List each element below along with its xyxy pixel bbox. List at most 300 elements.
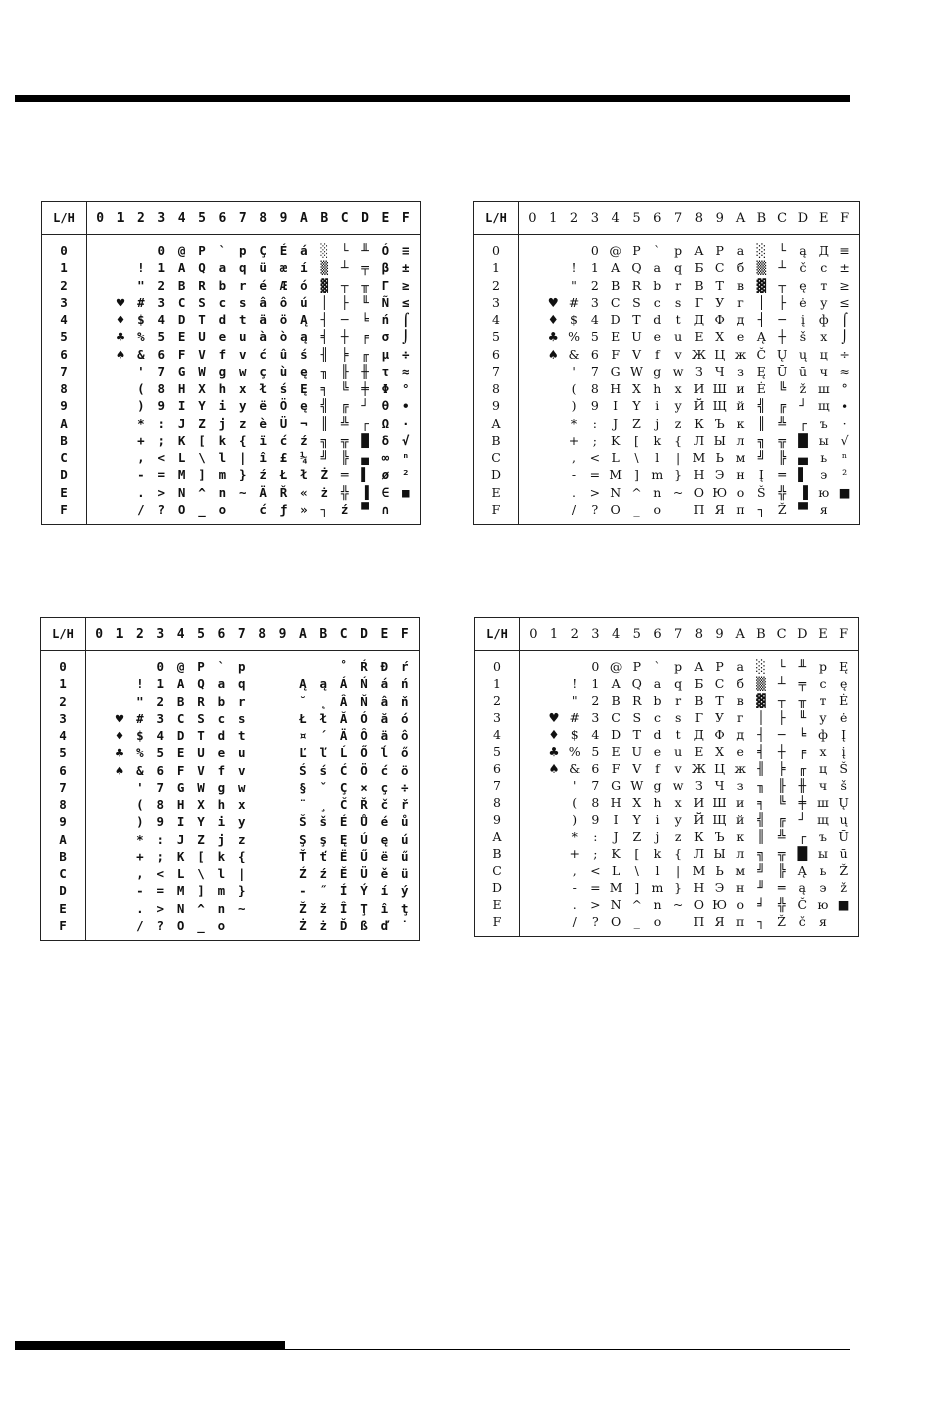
glyph-cell: ╒ xyxy=(798,744,807,759)
glyph-cell: у xyxy=(820,294,828,310)
glyph-cell: Î xyxy=(339,900,348,916)
glyph-cell: ę xyxy=(799,277,807,293)
glyph-cell: У xyxy=(715,710,725,725)
glyph-cell: ├ xyxy=(340,294,349,310)
glyph-cell: ж xyxy=(734,346,747,362)
glyph-cell xyxy=(252,744,272,761)
glyph-cell: D xyxy=(177,312,186,328)
glyph-cell: ╞ xyxy=(777,761,786,776)
glyph-cell: Ć xyxy=(339,762,348,778)
glyph-cell: ˝ xyxy=(319,883,328,899)
glyph-cell: ∈ xyxy=(381,484,390,500)
row-header: 8 xyxy=(492,381,500,397)
glyph-cell: Į xyxy=(841,727,847,742)
row-header: E xyxy=(492,897,502,912)
row-header: C xyxy=(492,863,502,878)
glyph-cell: Ų xyxy=(776,346,788,362)
column-header: A xyxy=(300,210,308,226)
glyph-cell: ú xyxy=(401,831,409,847)
glyph-cell: < xyxy=(590,863,601,878)
glyph-cell xyxy=(523,675,544,692)
glyph-cell xyxy=(110,432,130,449)
glyph-cell: ╚ xyxy=(777,795,786,810)
glyph-cell: i xyxy=(655,812,660,827)
glyph-cell: c xyxy=(653,294,661,310)
column-header: 8 xyxy=(694,626,703,642)
glyph-cell: @ xyxy=(609,659,623,674)
glyph-cell: ╡ xyxy=(757,744,765,759)
column-header: 6 xyxy=(218,210,227,226)
glyph-cell: â xyxy=(380,693,389,709)
glyph-cell: ˇ xyxy=(319,779,328,795)
glyph-cell: ╬ xyxy=(778,484,786,500)
glyph-cell: Ą xyxy=(300,312,308,328)
glyph-cell: ÷ xyxy=(401,779,409,795)
column-header: 7 xyxy=(237,626,246,642)
glyph-cell: Â xyxy=(339,693,348,709)
glyph-cell: o xyxy=(218,501,227,517)
glyph-cell: ╜ xyxy=(757,880,765,895)
glyph-cell: ╤ xyxy=(798,676,807,691)
glyph-cell: ♠ xyxy=(115,762,124,778)
glyph-cell: █ xyxy=(361,432,369,448)
glyph-cell: ╚ xyxy=(778,381,786,397)
glyph-cell: Ě xyxy=(339,866,348,882)
glyph-cell: ╣ xyxy=(757,398,766,414)
row-header: F xyxy=(491,501,501,517)
glyph-cell: Ü xyxy=(360,866,368,882)
glyph-cell: á xyxy=(300,243,308,259)
glyph-cell: в xyxy=(736,693,744,708)
glyph-cell: ; xyxy=(156,848,165,864)
glyph-cell: D xyxy=(611,727,622,742)
glyph-cell: ─ xyxy=(778,312,786,328)
glyph-cell: ) xyxy=(136,814,144,830)
glyph-cell: W xyxy=(630,363,643,379)
glyph-cell: Ů xyxy=(360,814,368,830)
glyph-cell: ~ xyxy=(672,897,684,912)
glyph-cell: ы xyxy=(817,846,828,861)
row-header: D xyxy=(59,883,67,899)
glyph-cell xyxy=(89,917,109,934)
glyph-cell: j xyxy=(655,415,660,431)
column-header: 5 xyxy=(198,210,206,226)
glyph-cell: С xyxy=(714,260,725,276)
glyph-cell: ~ xyxy=(239,484,247,500)
glyph-cell: Ū xyxy=(838,829,849,844)
glyph-cell: J xyxy=(613,829,619,844)
glyph-cell: # xyxy=(136,710,144,726)
glyph-cell: Q xyxy=(631,676,642,691)
glyph-cell: u xyxy=(238,745,246,761)
row-header: 2 xyxy=(492,277,500,293)
glyph-cell: Ь xyxy=(715,450,724,466)
column-header: 7 xyxy=(674,626,683,642)
glyph-cell xyxy=(523,794,544,811)
column-header: 8 xyxy=(259,210,268,226)
column-header: A xyxy=(735,210,746,226)
glyph-cell: │ xyxy=(757,294,766,310)
glyph-cell: s xyxy=(239,294,247,310)
glyph-cell: И xyxy=(693,795,705,810)
glyph-cell: ń xyxy=(381,312,390,328)
glyph-cell: и xyxy=(736,795,745,810)
glyph-cell: d xyxy=(217,728,226,744)
glyph-cell: ó xyxy=(401,710,409,726)
glyph-cell xyxy=(109,658,129,675)
glyph-cell: Д xyxy=(818,243,829,259)
glyph-cell: √ xyxy=(402,432,410,448)
glyph-cell xyxy=(90,328,110,345)
glyph-cell: ░ xyxy=(320,243,329,259)
glyph-cell: ♦ xyxy=(115,728,124,744)
glyph-cell: ╦ xyxy=(340,432,349,448)
row-header: 6 xyxy=(60,346,68,362)
glyph-cell xyxy=(90,294,110,311)
row-header: F xyxy=(492,914,502,929)
glyph-cell: Е xyxy=(694,744,704,759)
glyph-cell: = xyxy=(156,883,165,899)
glyph-cell: ( xyxy=(137,381,145,397)
glyph-cell xyxy=(109,900,129,917)
row-header: 5 xyxy=(59,745,67,761)
glyph-cell: , xyxy=(137,450,145,466)
glyph-cell: 1 xyxy=(157,260,166,276)
column-header: 3 xyxy=(157,210,166,226)
glyph-cell: Ą xyxy=(756,329,766,345)
glyph-cell: r xyxy=(238,693,246,709)
glyph-cell: й xyxy=(736,398,745,414)
glyph-cell xyxy=(252,917,272,934)
glyph-cell: x xyxy=(674,381,682,397)
glyph-cell: Ч xyxy=(714,778,725,793)
glyph-cell xyxy=(272,675,292,692)
glyph-cell: ≥ xyxy=(402,277,410,293)
glyph-cell: ž xyxy=(840,880,847,895)
glyph-cell: V xyxy=(197,762,205,778)
glyph-cell: 8 xyxy=(156,797,165,813)
glyph-cell: r xyxy=(675,693,682,708)
glyph-cell: Ç xyxy=(259,243,267,259)
glyph-cell: | xyxy=(239,450,247,466)
glyph-cell: Ž xyxy=(839,863,848,878)
glyph-cell: b xyxy=(653,277,662,293)
glyph-cell: ď xyxy=(380,917,389,933)
glyph-cell: b xyxy=(218,277,227,293)
glyph-cell: ę xyxy=(300,363,308,379)
glyph-cell: P xyxy=(198,243,206,259)
column-header: 5 xyxy=(632,210,641,226)
glyph-cell xyxy=(90,380,110,397)
glyph-cell xyxy=(543,363,564,380)
glyph-cell: č xyxy=(798,914,806,929)
glyph-cell xyxy=(522,363,543,380)
glyph-cell: r xyxy=(675,277,682,293)
glyph-cell: Ж xyxy=(691,346,706,362)
glyph-cell: ┐ xyxy=(757,501,766,517)
glyph-cell: g xyxy=(653,363,662,379)
column-header: 1 xyxy=(549,210,558,226)
glyph-cell: G xyxy=(610,363,621,379)
column-header: 4 xyxy=(611,626,621,642)
row-header: 4 xyxy=(59,728,67,744)
glyph-cell: Æ xyxy=(279,277,288,293)
glyph-cell: ┘ xyxy=(799,398,807,414)
glyph-cell: ' xyxy=(572,363,576,379)
glyph-cell xyxy=(522,242,543,259)
glyph-cell: à xyxy=(259,329,267,345)
glyph-cell: = xyxy=(157,467,166,483)
glyph-cell xyxy=(89,710,109,727)
glyph-cell: Р xyxy=(715,243,724,259)
glyph-cell: ♠ xyxy=(548,761,560,776)
glyph-cell: L xyxy=(611,450,620,466)
glyph-cell: J xyxy=(177,415,186,431)
glyph-cell: ы xyxy=(818,432,829,448)
glyph-cell: ö xyxy=(401,762,409,778)
glyph-cell xyxy=(522,328,543,345)
glyph-cell xyxy=(544,658,565,675)
glyph-cell: Ń xyxy=(360,676,368,692)
glyph-cell: ♦ xyxy=(547,312,559,328)
glyph-cell: ░ xyxy=(756,243,767,259)
glyph-cell: ц xyxy=(818,761,827,776)
glyph-cell: , xyxy=(572,863,577,878)
glyph-cell: | xyxy=(675,450,681,466)
glyph-cell: ├ xyxy=(777,710,786,725)
glyph-cell: 5 xyxy=(157,329,166,345)
glyph-cell: ♥ xyxy=(116,294,125,310)
glyph-cell xyxy=(543,432,564,449)
glyph-cell: ╢ xyxy=(757,761,765,776)
glyph-cell: Ž xyxy=(299,900,307,916)
column-header: 0 xyxy=(96,210,105,226)
row-header: 1 xyxy=(493,676,501,691)
glyph-cell: % xyxy=(137,329,145,345)
glyph-cell: s xyxy=(238,710,246,726)
glyph-cell: h xyxy=(653,381,662,397)
glyph-cell xyxy=(89,762,109,779)
glyph-cell: Z xyxy=(632,829,642,844)
glyph-cell: ç xyxy=(259,363,267,379)
glyph-cell: U xyxy=(198,329,206,345)
glyph-cell xyxy=(252,865,272,882)
glyph-cell: Й xyxy=(693,812,705,827)
glyph-cell: ч xyxy=(818,778,828,793)
glyph-cell: Ñ xyxy=(381,294,390,310)
glyph-cell: K xyxy=(177,432,186,448)
glyph-cell: ` xyxy=(654,659,661,674)
glyph-cell: Ь xyxy=(715,863,724,878)
row-header: 9 xyxy=(493,812,501,827)
glyph-cell: _ xyxy=(197,917,205,933)
glyph-cell xyxy=(272,693,292,710)
column-header: 3 xyxy=(156,626,165,642)
glyph-cell: Š xyxy=(839,761,848,776)
row-header: 4 xyxy=(493,727,501,742)
glyph-cell: < xyxy=(157,450,166,466)
glyph-cell xyxy=(313,658,333,675)
glyph-cell: f xyxy=(654,346,660,362)
glyph-cell: > xyxy=(156,900,165,916)
glyph-cell: Ó xyxy=(360,710,368,726)
glyph-cell: # xyxy=(568,294,580,310)
glyph-cell: i xyxy=(655,398,660,414)
glyph-cell: ╩ xyxy=(777,829,786,844)
glyph-cell: n xyxy=(217,900,226,916)
glyph-cell: ┘ xyxy=(361,398,369,414)
glyph-cell: F xyxy=(611,761,621,776)
glyph-cell xyxy=(522,466,543,483)
glyph-cell: ═ xyxy=(340,467,349,483)
glyph-cell: Ă xyxy=(339,710,348,726)
glyph-cell: Z xyxy=(198,415,206,431)
glyph-cell: И xyxy=(693,381,705,397)
glyph-cell: 8 xyxy=(591,795,600,810)
glyph-cell: & xyxy=(136,762,144,778)
glyph-cell: ╔ xyxy=(778,398,786,414)
glyph-cell: . xyxy=(137,484,145,500)
glyph-cell xyxy=(232,917,252,934)
glyph-cell: ╝ xyxy=(757,863,765,878)
glyph-cell: l xyxy=(655,450,660,466)
glyph-cell: Ň xyxy=(360,693,368,709)
glyph-cell: k xyxy=(653,846,662,861)
glyph-cell: & xyxy=(569,761,581,776)
glyph-cell xyxy=(523,692,544,709)
glyph-cell: * xyxy=(571,829,578,844)
glyph-cell: 7 xyxy=(157,363,166,379)
column-header: F xyxy=(839,626,849,642)
glyph-cell: u xyxy=(674,744,683,759)
glyph-cell: ╪ xyxy=(361,381,369,397)
glyph-cell: " xyxy=(137,277,145,293)
row-header: A xyxy=(491,415,501,431)
glyph-cell xyxy=(252,831,272,848)
glyph-cell: â xyxy=(259,294,267,310)
glyph-cell xyxy=(523,896,544,913)
glyph-cell: K xyxy=(610,432,621,448)
glyph-cell: ô xyxy=(401,728,409,744)
glyph-cell: ä xyxy=(259,312,267,328)
glyph-cell xyxy=(109,693,129,710)
glyph-cell: î xyxy=(380,900,389,916)
glyph-cell: ╘ xyxy=(361,312,369,328)
glyph-cell: D xyxy=(610,312,621,328)
glyph-cell xyxy=(89,831,109,848)
glyph-cell xyxy=(109,882,129,899)
glyph-cell: Х xyxy=(715,329,725,345)
glyph-cell: + xyxy=(136,848,144,864)
glyph-cell: ~ xyxy=(672,484,684,500)
glyph-cell: $ xyxy=(570,727,579,742)
glyph-cell: Н xyxy=(693,467,705,483)
column-header: F xyxy=(840,210,850,226)
glyph-cell xyxy=(90,484,110,501)
glyph-cell: O xyxy=(177,501,186,517)
row-header: 7 xyxy=(59,779,67,795)
glyph-cell xyxy=(522,277,543,294)
glyph-cell: 9 xyxy=(157,398,166,414)
glyph-cell: p xyxy=(238,659,246,675)
row-header: 3 xyxy=(492,294,500,310)
glyph-cell: g xyxy=(218,363,227,379)
glyph-cell: Ä xyxy=(259,484,267,500)
glyph-cell: █ xyxy=(798,432,808,448)
glyph-cell: ▒ xyxy=(756,676,766,691)
glyph-cell: Ú xyxy=(360,831,368,847)
glyph-cell: 7 xyxy=(590,363,599,379)
glyph-cell xyxy=(252,900,272,917)
glyph-cell: e xyxy=(653,744,662,759)
glyph-cell: Ó xyxy=(381,243,390,259)
glyph-cell: Ż xyxy=(299,917,307,933)
row-header: 0 xyxy=(60,243,68,259)
glyph-cell: W xyxy=(197,779,205,795)
glyph-cell xyxy=(544,845,565,862)
glyph-cell: З xyxy=(695,363,703,379)
glyph-cell: m xyxy=(651,467,664,483)
glyph-cell: ┘ xyxy=(798,812,807,827)
glyph-cell: , xyxy=(136,866,144,882)
glyph-cell: Й xyxy=(693,398,705,414)
glyph-cell: æ xyxy=(279,260,288,276)
glyph-cell xyxy=(252,796,272,813)
glyph-cell: 0 xyxy=(156,659,165,675)
glyph-cell: ≤ xyxy=(402,294,410,310)
glyph-cell: ┼ xyxy=(777,744,786,759)
glyph-cell: ╖ xyxy=(757,778,765,793)
glyph-cell: " xyxy=(136,693,144,709)
glyph-cell: В xyxy=(694,693,704,708)
glyph-cell xyxy=(523,845,544,862)
glyph-cell: ∙ xyxy=(402,398,410,414)
glyph-cell xyxy=(396,501,416,518)
glyph-cell: ⌡ xyxy=(402,329,410,345)
column-header: 9 xyxy=(278,626,287,642)
glyph-cell: Í xyxy=(339,883,348,899)
glyph-cell: p xyxy=(674,243,683,259)
glyph-cell: П xyxy=(693,501,705,517)
column-header: B xyxy=(320,210,329,226)
glyph-cell: ł xyxy=(319,710,328,726)
glyph-cell: п xyxy=(736,914,745,929)
glyph-cell: ╣ xyxy=(757,812,765,827)
glyph-cell: м xyxy=(735,450,746,466)
row-header: 6 xyxy=(493,761,501,776)
glyph-cell: Ф xyxy=(714,727,725,742)
column-header: D xyxy=(797,210,809,226)
glyph-cell: э xyxy=(820,467,828,483)
glyph-cell: w xyxy=(239,363,247,379)
glyph-cell: Д xyxy=(693,727,704,742)
glyph-cell: ^ xyxy=(198,484,206,500)
glyph-cell xyxy=(522,346,543,363)
glyph-cell xyxy=(252,813,272,830)
row-header: 4 xyxy=(492,312,500,328)
glyph-cell: Ř xyxy=(360,797,368,813)
glyph-cell: ě xyxy=(380,866,389,882)
glyph-cell: C xyxy=(176,710,185,726)
glyph-cell xyxy=(252,762,272,779)
glyph-cell: k xyxy=(653,432,662,448)
glyph-cell: ┤ xyxy=(757,312,766,328)
row-header: 1 xyxy=(60,260,68,276)
glyph-cell: ć xyxy=(259,346,267,362)
glyph-cell: ╬ xyxy=(340,484,349,500)
row-header: D xyxy=(491,880,503,895)
glyph-cell: Ц xyxy=(714,761,725,776)
